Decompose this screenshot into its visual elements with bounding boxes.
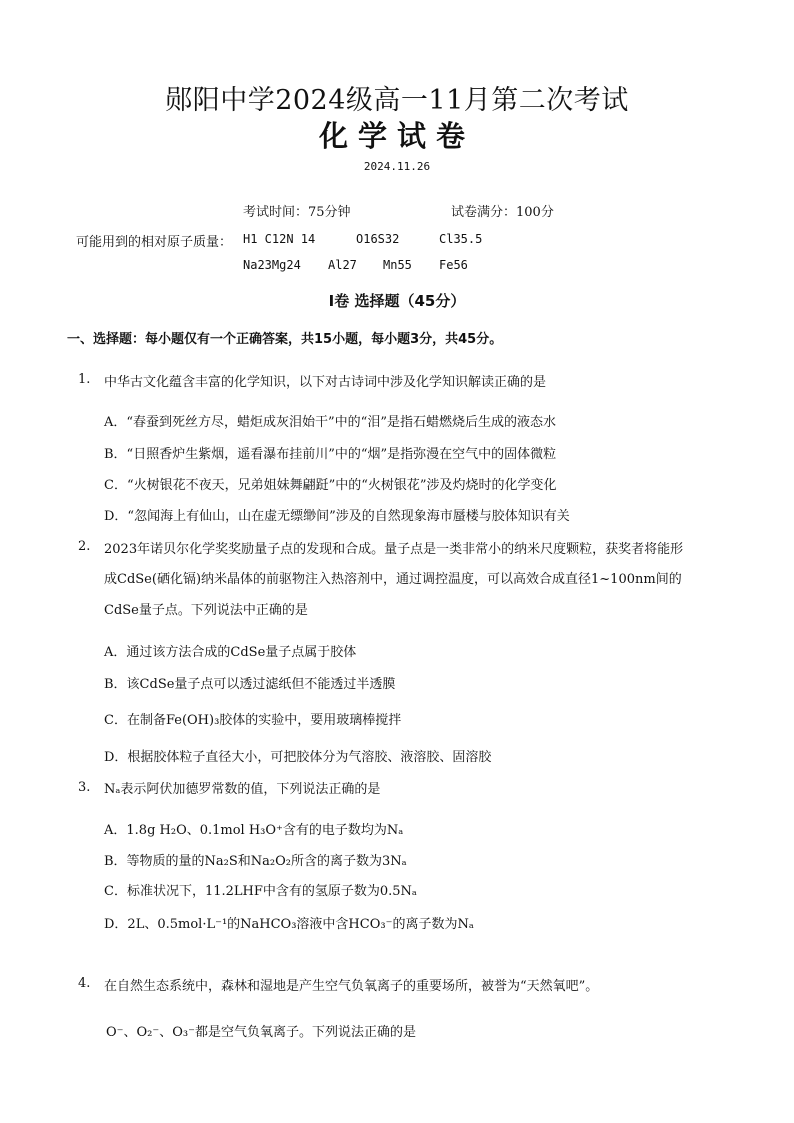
part-instructions: 一、选择题：每小题仅有一个正确答案，共15小题，每小题3分，共45分。 (67, 332, 503, 347)
atomic-mass-item: Fe56 (439, 258, 468, 272)
option-a: A．1.8g H₂O、0.1mol H₃O⁺含有的电子数均为Nₐ (104, 823, 404, 838)
question-number: 1. (78, 372, 91, 387)
question-stem-line: 成CdSe(硒化镉)纳米晶体的前驱物注入热溶剂中，通过调控温度，可以高效合成直径1~100nm间的 (104, 572, 682, 587)
question-stem-line: CdSe量子点。下列说法中正确的是 (104, 603, 308, 618)
question-number: 2. (78, 539, 91, 554)
section-title: Ⅰ卷 选择题（45分） (328, 292, 466, 310)
option-c: C．标准状况下，11.2LHF中含有的氢原子数为0.5Nₐ (104, 884, 417, 899)
question-number: 3. (78, 780, 91, 795)
option-b: B．该CdSe量子点可以透过滤纸但不能透过半透膜 (104, 677, 396, 692)
exam-date: 2024.11.26 (363, 160, 431, 173)
question-stem: Nₐ表示阿伏加德罗常数的值，下列说法正确的是 (104, 782, 381, 797)
question-stem: 在自然生态系统中，森林和湿地是产生空气负氧离子的重要场所，被誉为“天然氧吧”。 (104, 979, 599, 994)
option-c: C．在制备Fe(OH)₃胶体的实验中，要用玻璃棒搅拌 (104, 713, 402, 728)
option-a: A．“春蚕到死丝方尽，蜡炬成灰泪始干”中的“泪”是指石蜡燃烧后生成的液态水 (104, 415, 556, 430)
question-stem-line: O⁻、O₂⁻、O₃⁻都是空气负氧离子。下列说法正确的是 (106, 1025, 416, 1040)
question-stem: 中华古文化蕴含丰富的化学知识，以下对古诗词中涉及化学知识解读正确的是 (104, 375, 547, 390)
option-b: B．等物质的量的Na₂S和Na₂O₂所含的离子数为3Nₐ (104, 854, 407, 869)
option-d: D．“忽闻海上有仙山，山在虚无缥缈间”涉及的自然现象海市蜃楼与胶体知识有关 (104, 509, 570, 524)
atomic-mass-item: Mn55 (383, 258, 412, 272)
atomic-mass-item: Al27 (328, 258, 357, 272)
atomic-mass-label: 可能用到的相对原子质量： (76, 235, 233, 250)
question-stem-line: 2023年诺贝尔化学奖奖励量子点的发现和合成。量子点是一类非常小的纳米尺度颗粒，获奖者将能形 (104, 542, 684, 557)
exam-title: 郧阳中学2024级高一11月第二次考试 (165, 85, 629, 116)
exam-score: 试卷满分：100分 (451, 205, 554, 220)
option-c: C．“火树银花不夜天，兄弟姐妹舞翩跹”中的“火树银花”涉及灼烧时的化学变化 (104, 478, 557, 493)
atomic-mass-item: H1 C12N 14 (243, 232, 316, 246)
option-b: B．“日照香炉生紫烟，遥看瀑布挂前川”中的“烟”是指弥漫在空气中的固体微粒 (104, 447, 557, 462)
exam-subtitle: 化学试卷 (318, 119, 475, 153)
exam-time: 考试时间：75分钟 (243, 205, 351, 220)
atomic-mass-item: Na23Mg24 (243, 258, 301, 272)
option-a: A．通过该方法合成的CdSe量子点属于胶体 (104, 645, 357, 660)
option-d: D．2L、0.5mol·L⁻¹的NaHCO₃溶液中含HCO₃⁻的离子数为Nₐ (104, 917, 474, 932)
atomic-mass-item: O16S32 (356, 232, 400, 246)
question-number: 4. (78, 976, 91, 991)
option-d: D．根据胶体粒子直径大小，可把胶体分为气溶胶、液溶胶、固溶胶 (104, 750, 492, 765)
atomic-mass-item: Cl35.5 (439, 232, 483, 246)
